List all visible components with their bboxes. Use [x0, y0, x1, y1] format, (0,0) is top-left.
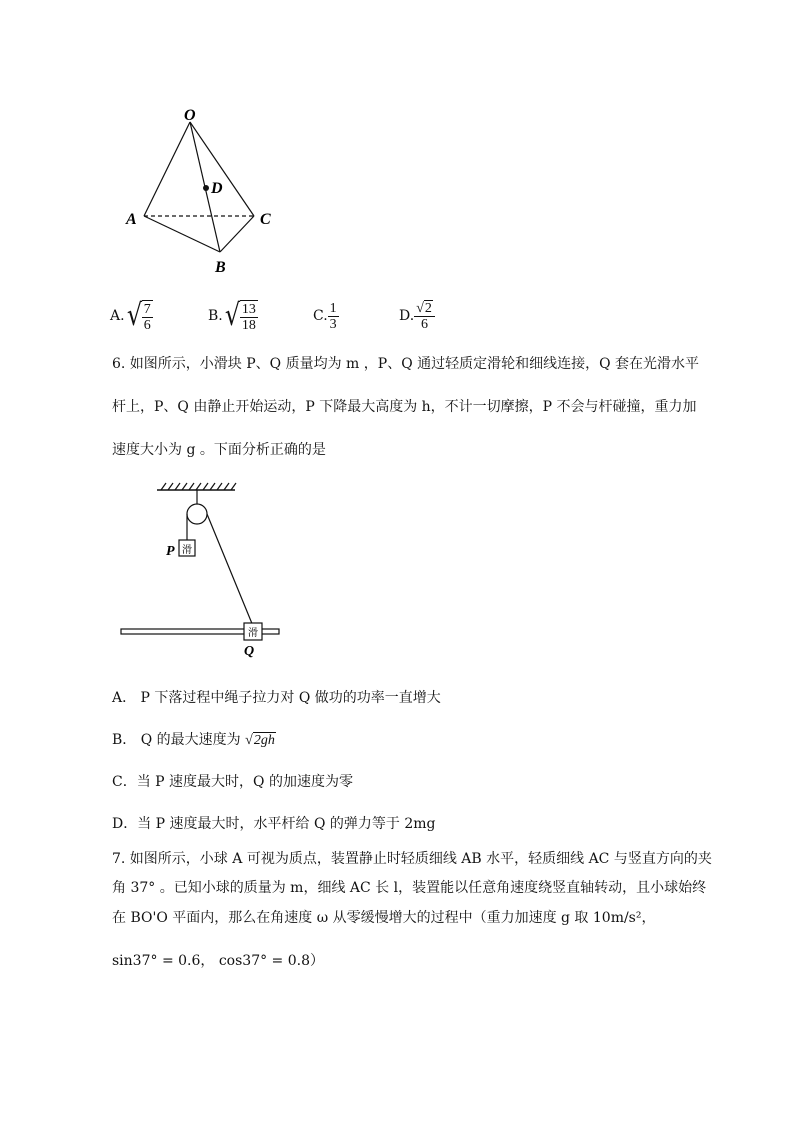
numerator: 1 [329, 300, 337, 316]
edge-OC [190, 122, 254, 216]
sqrt-2gh: √2gh [245, 733, 275, 748]
q7-stem-line3: 在 BO'O 平面内，那么在角速度 ω 从零缓慢增大的过程中（重力加速度 g 取 10m/s²， [112, 910, 656, 926]
fraction [414, 301, 435, 332]
rope-to-Q [207, 514, 253, 626]
pulley-wheel [187, 504, 207, 524]
q6-option-c: C．当 P 速度最大时，Q 的加速度为零 [112, 774, 353, 790]
label-Q: Q [244, 644, 255, 659]
numerator: √2 [414, 301, 435, 317]
q7-stem-line1: 7. 如图所示，小球 A 可视为质点，装置静止时轻质细线 AB 水平，轻质细线 AC 与竖直方向的夹 [112, 851, 712, 867]
pulley-figure [115, 478, 290, 663]
ceiling-hatch [161, 483, 236, 490]
denominator: 6 [421, 316, 429, 332]
block-P-text: 滑 [182, 545, 192, 556]
numerator: 7 [143, 301, 151, 317]
block-Q-text: 滑 [248, 628, 258, 639]
option-letter: A. [110, 308, 125, 324]
sqrt-fraction: √ $\frac{13}{18}$ [224, 298, 256, 333]
option-b-prefix: B． Q 的最大速度为 [112, 732, 241, 748]
tetrahedron-figure [120, 100, 290, 280]
q5-option-b [208, 296, 258, 336]
q6-option-b [112, 730, 276, 751]
edge-OA [144, 122, 190, 216]
q6-stem-line3: 速度大小为 g 。下面分析正确的是 [112, 442, 326, 458]
q7-stem-line2: 角 37° 。已知小球的质量为 m，细线 AC 长 l，装置能以任意角速度绕竖直轴转动，且小球始终 [112, 880, 707, 896]
label-D: D [211, 180, 223, 197]
q5-option-c [313, 296, 339, 336]
label-O: O [184, 107, 196, 124]
fraction [328, 301, 339, 332]
q6-option-a: A． P 下落过程中绳子拉力对 Q 做功的功率一直增大 [112, 690, 441, 706]
label-C: C [260, 211, 271, 228]
option-letter: D. [399, 308, 415, 324]
edge-AB [144, 216, 220, 252]
denominator: 3 [329, 316, 337, 332]
numerator: 13 [241, 301, 256, 317]
option-letter: C. [313, 308, 328, 324]
q6-option-d: D．当 P 速度最大时，水平杆给 Q 的弹力等于 2mg [112, 816, 436, 832]
label-B: B [215, 259, 226, 276]
label-A: A [126, 211, 137, 228]
denominator: 6 [143, 317, 151, 333]
q7-stem-line4: sin37° = 0.6， cos37° = 0.8） [112, 953, 325, 969]
point-D [203, 185, 209, 191]
label-P: P [166, 544, 175, 559]
option-letter: B. [208, 308, 223, 324]
q6-stem-line1: 6. 如图所示，小滑块 P、Q 质量均为 m ，P、Q 通过轻质定滑轮和细线连接，Q 套在光滑水平 [112, 356, 700, 372]
q6-stem-line2: 杆上，P、Q 由静止开始运动，P 下降最大高度为 h，不计一切摩擦，P 不会与杆碰撞，重力加 [112, 399, 697, 415]
sqrt-fraction: √ $\frac{7}{6}$ [126, 298, 151, 333]
q5-option-d [399, 296, 435, 336]
q5-option-a [110, 296, 153, 336]
edge-CB [220, 216, 254, 252]
denominator: 18 [241, 317, 256, 333]
